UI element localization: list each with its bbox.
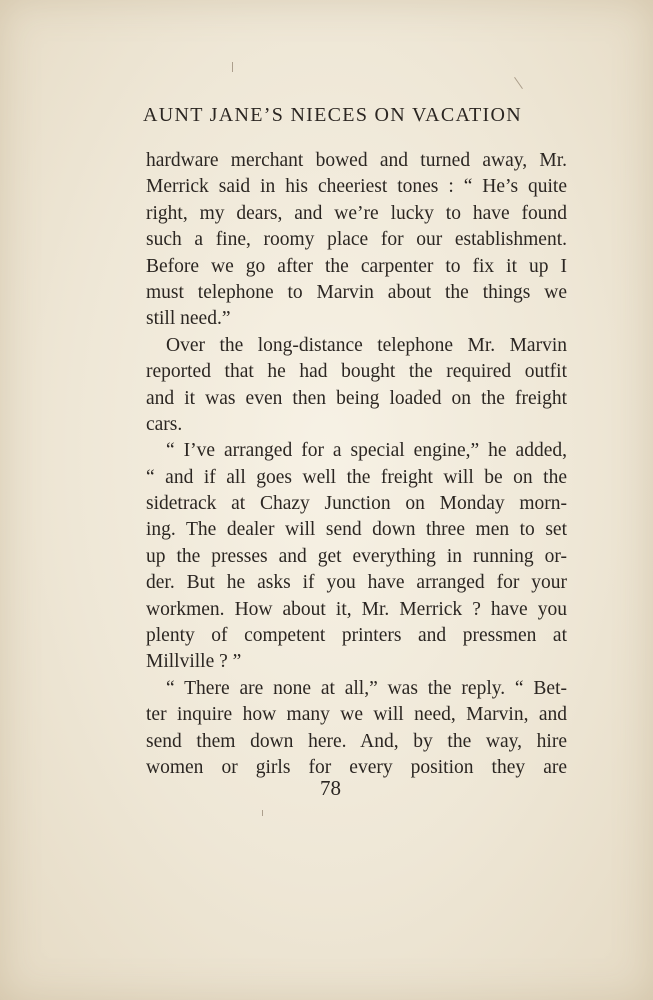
text-line: hardware merchant bowed and turned away, Mr. [146,150,567,171]
text-line: still need.” [146,308,231,330]
text-line: Merrick said in his cheeriest tones : “ He’s quite [146,176,567,198]
text-line: plenty of competent printers and pressmen at [146,625,567,647]
text-line: such a fine, roomy place for our establishment. [146,229,567,251]
body-text [146,148,567,781]
text-line: must telephone to Marvin about the things we [146,281,567,303]
text-line: up the presses and get everything in running or- [146,545,567,567]
text-line: sidetrack at Chazy Junction on Monday morn- [146,493,567,515]
text-line: reported that he had bought the required outfit [146,361,567,383]
text-line: right, my dears, and we’re lucky to have found [146,202,567,224]
paper-speck [262,810,263,816]
running-head: AUNT JANE’S NIECES ON VACATION [142,104,523,126]
paper-speck [514,77,523,89]
text-line: women or girls for every position they are [146,756,567,778]
text-line: der. But he asks if you have arranged for your [146,572,567,594]
text-line: ing. The dealer will send down three men to set [146,519,567,541]
text-line: ter inquire how many we will need, Marvin, and [146,704,567,726]
text-line: “ and if all goes well the freight will be on the [146,466,567,488]
page-number: 78 [320,776,341,800]
text-line: send them down here. And, by the way, hire [146,730,567,752]
paper-speck [232,62,233,72]
text-line: Before we go after the carpenter to fix it up I [146,255,567,277]
text-line: Over the long-distance telephone Mr. Marvin [166,334,567,356]
text-line: cars. [146,413,183,435]
text-line: “ There are none at all,” was the reply. “ Bet- [166,677,567,699]
text-line: workmen. How about it, Mr. Merrick ? have you [146,598,567,620]
text-line: Millville ? ” [146,651,242,673]
text-line: and it was even then being loaded on the freight [146,387,567,409]
text-line: “ I’ve arranged for a special engine,” he added, [166,440,567,462]
